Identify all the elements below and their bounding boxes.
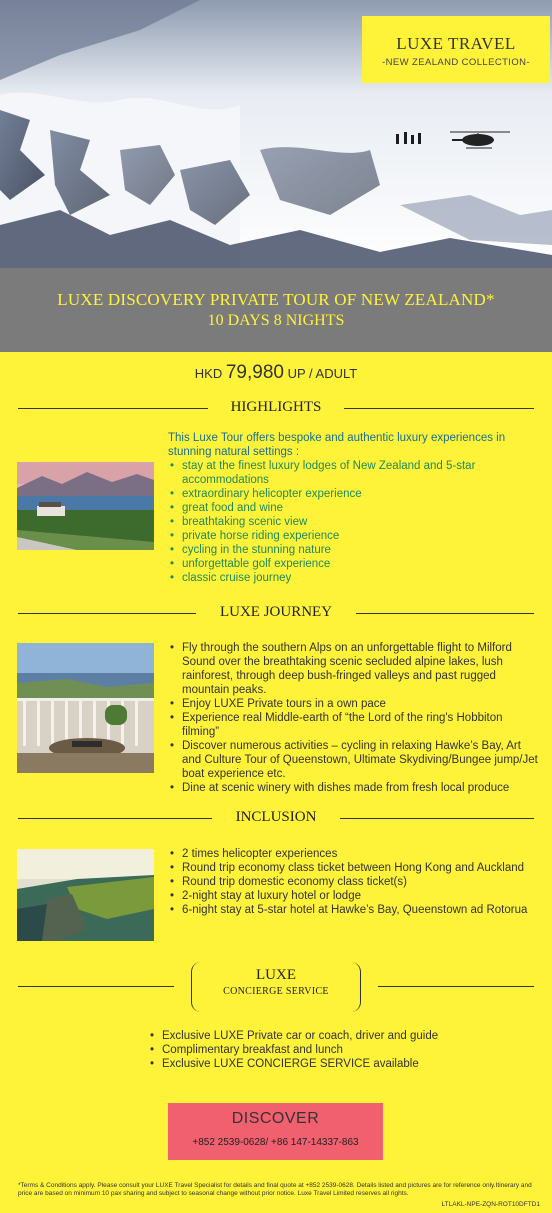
- journey-list: [168, 641, 538, 795]
- discover-label: DISCOVER: [231, 1110, 320, 1127]
- tour-title: LUXE DISCOVERY PRIVATE TOUR OF NEW ZEALAND*: [57, 290, 495, 309]
- hero-glacier-image: [0, 0, 552, 268]
- divider-right: [356, 613, 534, 614]
- brand-title: LUXE TRAVEL: [396, 34, 516, 53]
- inclusion-item: • 6-night stay at 5-star hotel at Hawke’s Bay, Queenstown ad Rotorua: [168, 903, 538, 917]
- highlight-item: • breathtaking scenic view: [168, 515, 540, 529]
- highlight-item: • extraordinary helicopter experience: [168, 487, 540, 501]
- concierge-list: [148, 1029, 528, 1071]
- brand-subtitle: -NEW ZEALAND COLLECTION-: [382, 57, 530, 68]
- highlights-intro: This Luxe Tour offers bespoke and authentic luxury experiences in stunning natural settings :: [168, 432, 506, 458]
- inclusion-item: • Round trip economy class ticket between Hong Kong and Auckland: [168, 861, 538, 875]
- terms-text: *Terms & Conditions apply. Please consult your LUXE Travel Specialist for details and final quote at +852 2539-0628. Details listed and pictures are for reference only.Itinerary and price are based on minimum 10 pax sharing and subject to seasonal change without prior notice. Luxe Travel Limited reserves all rights.: [18, 1182, 532, 1197]
- concierge-item: • Complimentary breakfast and lunch: [148, 1043, 528, 1057]
- highlights-content: [168, 431, 540, 585]
- balcony-view-photo: [17, 643, 154, 773]
- journey-heading: LUXE JOURNEY: [219, 604, 333, 620]
- contact-phone: +852 2539-0628/ +86 147-14337-863: [192, 1137, 359, 1148]
- journey-item: • Fly through the southern Alps on an unforgettable flight to Milford Sound over the breathtaking scenic secluded alpine lakes, lush rainforest, through deep bush-fringed valleys and past rugged mountain peaks.: [168, 641, 538, 697]
- journey-item: • Experience real Middle-earth of “the Lord of the ring's Hobbiton filming”: [168, 711, 538, 739]
- journey-item: • Discover numerous activities – cycling in relaxing Hawke’s Bay, Art and Culture Tour of Queenstown, Ultimate Skydiving/Bungee jump/Jet boat experience etc.: [168, 739, 538, 781]
- highlight-item: • great food and wine: [168, 501, 540, 515]
- inclusion-item: • Round trip domestic economy class ticket(s): [168, 875, 538, 889]
- highlight-item: • unforgettable golf experience: [168, 557, 540, 571]
- tour-banner: [0, 268, 552, 352]
- discover-button[interactable]: [168, 1103, 383, 1160]
- price-amount: 79,980: [225, 362, 284, 383]
- price-currency: HKD: [194, 366, 223, 381]
- product-code: LTLAKL-NPE-ZQN-ROT10DFTD1: [441, 1201, 540, 1208]
- divider-right: [378, 986, 534, 987]
- journey-item: • Dine at scenic winery with dishes made from fresh local produce: [168, 781, 538, 795]
- price-line: [0, 362, 552, 384]
- inclusion-header: [0, 809, 552, 829]
- divider-right: [340, 818, 534, 819]
- price-unit: UP / ADULT: [287, 366, 358, 381]
- highlight-item: • cycling in the stunning nature: [168, 543, 540, 557]
- divider-left: [18, 986, 174, 987]
- concierge-title: LUXE: [256, 967, 296, 983]
- journey-item: • Enjoy LUXE Private tours in a own pace: [168, 697, 538, 711]
- brand-box: [362, 16, 550, 83]
- lodge-lake-photo: [17, 462, 154, 550]
- inclusion-item: • 2-night stay at luxury hotel or lodge: [168, 889, 538, 903]
- highlights-heading: HIGHLIGHTS: [230, 399, 322, 415]
- journey-header: [0, 604, 552, 624]
- concierge-item: • Exclusive LUXE CONCIERGE SERVICE available: [148, 1057, 528, 1071]
- tour-duration: 10 DAYS 8 NIGHTS: [207, 312, 345, 329]
- divider-right: [344, 408, 534, 409]
- highlight-item: • classic cruise journey: [168, 571, 540, 585]
- concierge-subtitle: CONCIERGE SERVICE: [223, 986, 329, 997]
- inclusion-heading: INCLUSION: [235, 809, 317, 825]
- highlight-item: • stay at the finest luxury lodges of New Zealand and 5-star accommodations: [168, 459, 540, 487]
- highlights-header: [0, 399, 552, 419]
- coastal-cliff-photo: [17, 849, 154, 941]
- inclusion-item: • 2 times helicopter experiences: [168, 847, 538, 861]
- concierge-badge: [191, 962, 361, 1012]
- concierge-item: • Exclusive LUXE Private car or coach, driver and guide: [148, 1029, 528, 1043]
- inclusion-list: [168, 847, 538, 917]
- highlight-item: • private horse riding experience: [168, 529, 540, 543]
